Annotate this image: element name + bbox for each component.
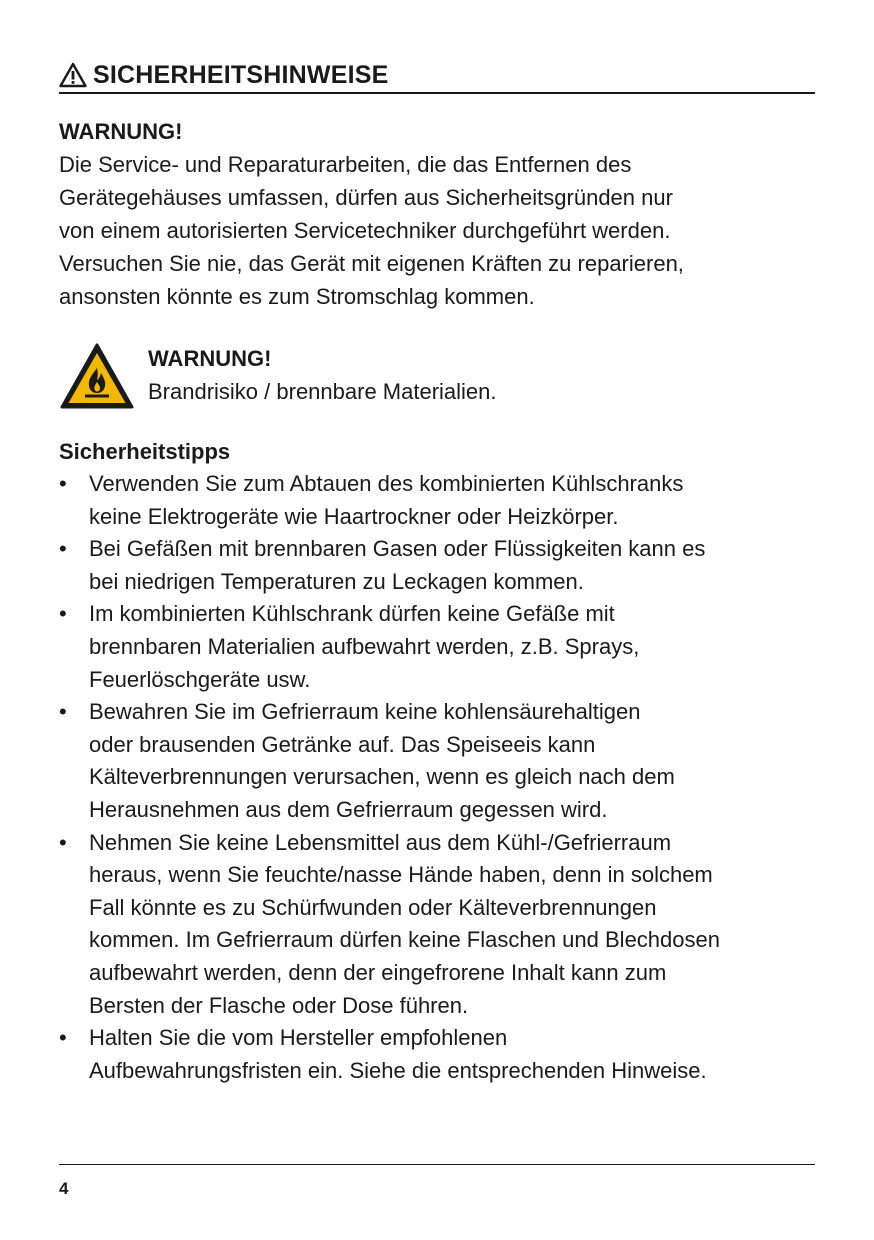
tip-line: Bewahren Sie im Gefrierraum keine kohlensäurehaltigen (89, 699, 641, 725)
list-item (59, 468, 815, 533)
tip-line: Halten Sie die vom Hersteller empfohlenen (89, 1025, 508, 1051)
fire-warning-heading: WARNUNG! (148, 346, 272, 371)
warning-line: Versuchen Sie nie, das Gerät mit eigenen Kräften zu reparieren, (59, 251, 684, 276)
bullet: • (59, 699, 67, 725)
bullet: • (59, 536, 67, 562)
footer-divider (59, 1164, 815, 1165)
bullet: • (59, 829, 67, 855)
tip-line: Feuerlöschgeräte usw. (89, 666, 311, 692)
bullet: • (59, 471, 67, 496)
tip-line: Bei Gefäßen mit brennbaren Gasen oder Flüssigkeiten kann es (89, 536, 706, 562)
tip-line: Im kombinierten Kühlschrank dürfen keine Gefäße mit (89, 601, 615, 627)
warning-heading: WARNUNG! (59, 119, 183, 144)
tip-line: Kälteverbrennungen verursachen, wenn es gleich nach dem (89, 764, 675, 790)
tip-line: Verwenden Sie zum Abtauen des kombinierten Kühlschranks (89, 471, 684, 496)
fire-warning-text (148, 342, 497, 408)
manual-page (59, 0, 815, 1240)
tip-line: Aufbewahrungsfristen ein. Siehe die entsprechenden Hinweise. (89, 1057, 707, 1083)
tip-line: brennbaren Materialien aufbewahrt werden, z.B. Sprays, (89, 633, 640, 659)
safety-tips (59, 435, 815, 1087)
tip-line: heraus, wenn Sie feuchte/nasse Hände haben, denn in solchem (89, 862, 713, 888)
tip-line: Bersten der Flasche oder Dose führen. (89, 992, 469, 1018)
flammable-warning-icon (59, 342, 135, 410)
warning-triangle-icon (59, 62, 87, 88)
tip-line: Fall könnte es zu Schürfwunden oder Kälteverbrennungen (89, 894, 657, 920)
list-item (59, 598, 815, 696)
tip-line: Nehmen Sie keine Lebensmittel aus dem Kühl-/Gefrierraum (89, 829, 672, 855)
tip-line: bei niedrigen Temperaturen zu Leckagen kommen. (89, 568, 584, 594)
list-item (59, 533, 815, 598)
warning-line: ansonsten könnte es zum Stromschlag kommen. (59, 284, 535, 309)
bullet: • (59, 1025, 67, 1051)
service-warning (59, 115, 815, 313)
list-item (59, 696, 815, 826)
list-item (59, 827, 815, 1023)
page-number: 4 (59, 1179, 69, 1198)
tips-heading: Sicherheitstipps (59, 439, 231, 464)
tip-line: Herausnehmen aus dem Gefrierraum gegessen wird. (89, 796, 608, 822)
warning-line: von einem autorisierten Servicetechniker durchgeführt werden. (59, 218, 671, 243)
warning-line: Gerätegehäuses umfassen, dürfen aus Sicherheitsgründen nur (59, 185, 673, 210)
section-header (59, 58, 815, 94)
tip-line: oder brausenden Getränke auf. Das Speiseeis kann (89, 731, 596, 757)
list-item (59, 1022, 815, 1087)
tips-list (59, 468, 815, 1087)
section-title: SICHERHEITSHINWEISE (93, 61, 389, 89)
fire-warning-description: Brandrisiko / brennbare Materialien. (148, 379, 497, 404)
bullet: • (59, 601, 67, 627)
fire-warning (59, 340, 815, 412)
tip-line: kommen. Im Gefrierraum dürfen keine Flaschen und Blechdosen (89, 927, 720, 953)
warning-line: Die Service- und Reparaturarbeiten, die das Entfernen des (59, 152, 632, 177)
tip-line: aufbewahrt werden, denn der eingefrorene Inhalt kann zum (89, 959, 667, 985)
tip-line: keine Elektrogeräte wie Haartrockner oder Heizkörper. (89, 503, 619, 529)
